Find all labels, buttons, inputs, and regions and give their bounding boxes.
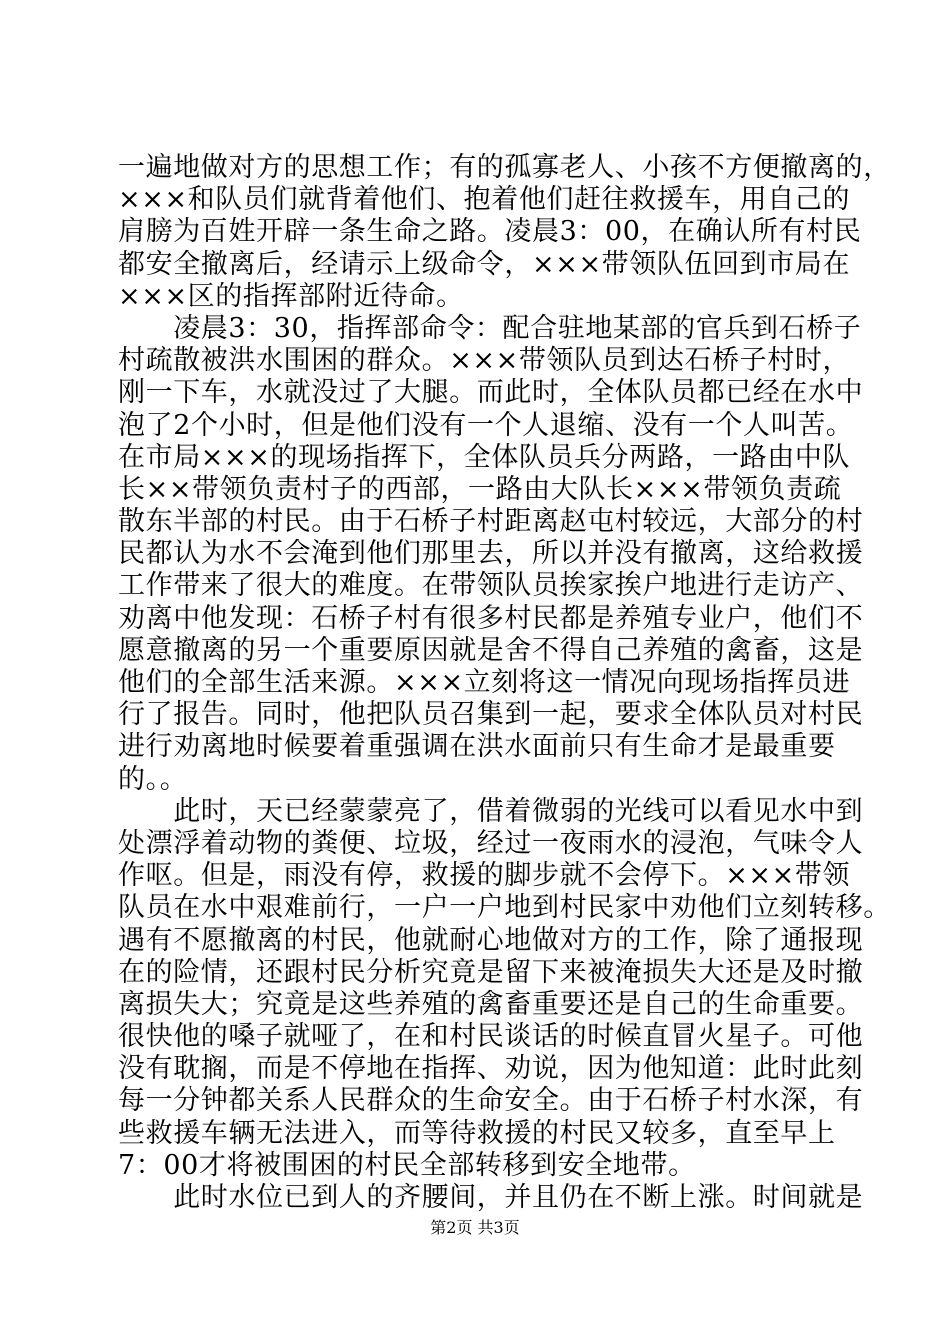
page-number-label: 第2页 共3页 xyxy=(430,1218,520,1237)
text-line: 每一分钟都关系人民群众的生命安全。由于石桥子村水深，有 xyxy=(118,1085,864,1117)
text-line: 一遍地做对方的思想工作；有的孤寡老人、小孩不方便撤离的， xyxy=(118,152,891,183)
text-line: ×××区的指挥部附近待命。 xyxy=(118,280,464,312)
text-line: 愿意撤离的另一个重要原因就是舍不得自己养殖的禽畜，这是 xyxy=(118,634,864,666)
text-line: 处漂浮着动物的粪便、垃圾，经过一夜雨水的浸泡，气味令人 xyxy=(118,827,864,859)
text-line: 进行劝离地时候要着重强调在洪水面前只有生命才是最重要 xyxy=(118,731,836,763)
text-line: 工作带来了很大的难度。在带领队员挨家挨户地进行走访产、 xyxy=(118,570,864,602)
text-line: 村疏散被洪水围困的群众。×××带领队员到达石桥子村时， xyxy=(118,345,851,377)
text-line: 劝离中他发现：石桥子村有很多村民都是养殖专业户，他们不 xyxy=(118,602,864,634)
text-line: 刚一下车，水就没过了大腿。而此时，全体队员都已经在水中 xyxy=(118,377,864,409)
text-line: 作呕。但是，雨没有停，救援的脚步就不会停下。×××带领 xyxy=(118,860,851,892)
text-line: 在的险情，还跟村民分析究竟是留下来被淹损失大还是及时撤 xyxy=(118,956,864,988)
text-line: 都安全撤离后，经请示上级命令，×××带领队伍回到市局在 xyxy=(118,248,851,280)
text-line: 此时，天已经蒙蒙亮了，借着微弱的光线可以看见水中到 xyxy=(118,795,864,827)
text-line: 在市局×××的现场指挥下，全体队员兵分两路，一路由中队 xyxy=(118,441,851,473)
text-line: 他们的全部生活来源。×××立刻将这一情况向现场指挥员进 xyxy=(118,667,851,698)
page-footer xyxy=(0,1218,950,1238)
text-line: 些救援车辆无法进入，而等待救援的村民又较多，直至早上 xyxy=(118,1117,836,1149)
text-line: 凌晨3：30，指挥部命令：配合驻地某部的官兵到石桥子 xyxy=(118,312,862,344)
text-line: ×××和队员们就背着他们、抱着他们赶往救援车，用自己的 xyxy=(118,184,851,216)
text-line: 民都认为水不会淹到他们那里去，所以并没有撤离，这给救援 xyxy=(118,538,864,570)
text-line: 7：00才将被围困的村民全部转移到安全地带。 xyxy=(118,1149,696,1181)
text-line: 散东半部的村民。由于石桥子村距离赵屯村较远，大部分的村 xyxy=(118,506,864,538)
text-line: 此时水位已到人的齐腰间，并且仍在不断上涨。时间就是 xyxy=(118,1182,864,1213)
text-line: 的。。 xyxy=(118,763,188,795)
text-line: 很快他的嗓子就哑了，在和村民谈话的时候直冒火星子。可他 xyxy=(118,1021,864,1053)
text-line: 泡了2个小时，但是他们没有一个人退缩、没有一个人叫苦。 xyxy=(118,409,854,441)
text-line: 长××带领负责村子的西部，一路由大队长×××带领负责疏 xyxy=(118,473,842,505)
text-line: 遇有不愿撤离的村民，他就耐心地做对方的工作，除了通报现 xyxy=(118,924,864,956)
text-line: 行了报告。同时，他把队员召集到一起，要求全体队员对村民 xyxy=(118,699,864,731)
text-line: 没有耽搁，而是不停地在指挥、劝说，因为他知道：此时此刻 xyxy=(118,1053,864,1085)
text-line: 离损失大；究竟是这些养殖的禽畜重要还是自己的生命重要。 xyxy=(118,988,864,1020)
text-line: 肩膀为百姓开辟一条生命之路。凌晨3：00，在确认所有村民 xyxy=(118,216,862,248)
body-text xyxy=(118,152,891,1214)
text-line: 队员在水中艰难前行，一户一户地到村民家中劝他们立刻转移。 xyxy=(118,892,891,924)
